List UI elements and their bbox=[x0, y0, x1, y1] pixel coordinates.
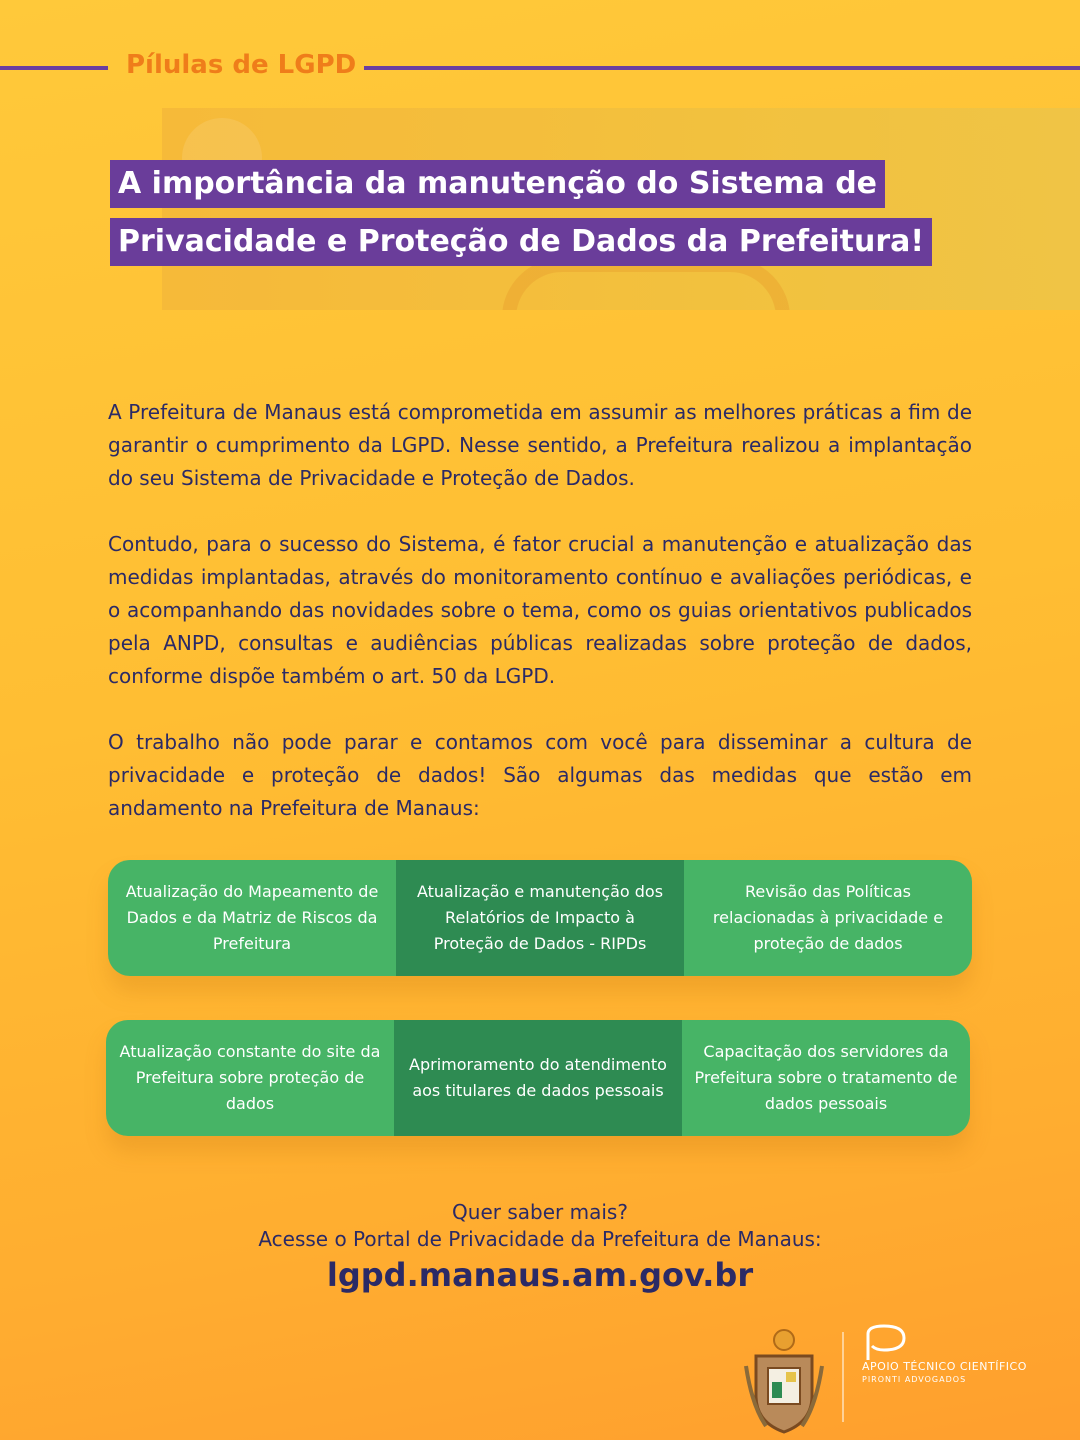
page-title bbox=[110, 160, 925, 259]
portal-link[interactable]: lgpd.manaus.am.gov.br bbox=[326, 1256, 754, 1294]
cta-question: Quer saber mais? bbox=[452, 1200, 628, 1224]
header-bar bbox=[0, 48, 1080, 88]
header-rule-right bbox=[364, 66, 1080, 70]
footer-logos bbox=[740, 1320, 1080, 1440]
measures-row-1 bbox=[108, 860, 972, 976]
call-paragraph: O trabalho não pode parar e contamos com você para disseminar a cultura de privacidade e proteção de dados! São algumas das medidas que estão em andamento na Prefeitura de Manaus: bbox=[108, 730, 972, 820]
logo-divider bbox=[842, 1332, 844, 1422]
measure-card: Atualização constante do site da Prefeitura sobre proteção de dados bbox=[106, 1020, 394, 1136]
measure-card: Revisão das Políticas relacionadas à privacidade e proteção de dados bbox=[684, 860, 972, 976]
pironti-partner-logo bbox=[862, 1332, 1072, 1422]
hero-background-image bbox=[162, 108, 1080, 310]
partner-title: APOIO TÉCNICO CIENTÍFICO bbox=[862, 1360, 1027, 1373]
series-kicker: Pílulas de LGPD bbox=[126, 50, 357, 80]
title-line-2: Privacidade e Proteção de Dados da Prefeitura! bbox=[110, 218, 932, 266]
measures-row-2 bbox=[106, 1020, 970, 1136]
partner-name: PIRONTI ADVOGADOS bbox=[862, 1375, 967, 1384]
maintenance-paragraph: Contudo, para o sucesso do Sistema, é fator crucial a manutenção e atualização das medidas implantadas, através do monitoramento contínuo e avaliações periódicas, e o acompanhando das novidades sobre o tema, como os guias orientativos publicados pela ANPD, consultas e audiências públicas realizadas sobre proteção de dados, conforme dispõe também o art. 50 da LGPD. bbox=[108, 532, 972, 688]
measure-card: Atualização e manutenção dos Relatórios de Impacto à Proteção de Dados - RIPDs bbox=[396, 860, 684, 976]
header-rule-left bbox=[0, 66, 108, 70]
measure-card: Aprimoramento do atendimento aos titulares de dados pessoais bbox=[394, 1020, 682, 1136]
title-line-1: A importância da manutenção do Sistema de bbox=[110, 160, 885, 208]
measure-card: Atualização do Mapeamento de Dados e da Matriz de Riscos da Prefeitura bbox=[108, 860, 396, 976]
pironti-p-icon bbox=[862, 1324, 932, 1364]
measure-card: Capacitação dos servidores da Prefeitura sobre o tratamento de dados pessoais bbox=[682, 1020, 970, 1136]
intro-paragraph: A Prefeitura de Manaus está comprometida em assumir as melhores práticas a fim de garantir o cumprimento da LGPD. Nesse sentido, a Prefeitura realizou a implantação do seu Sistema de Privacidade e Proteção de Dados. bbox=[108, 400, 972, 490]
manaus-coat-of-arms-logo bbox=[742, 1326, 826, 1436]
cta-instruction: Acesse o Portal de Privacidade da Prefeitura de Manaus: bbox=[258, 1227, 822, 1251]
